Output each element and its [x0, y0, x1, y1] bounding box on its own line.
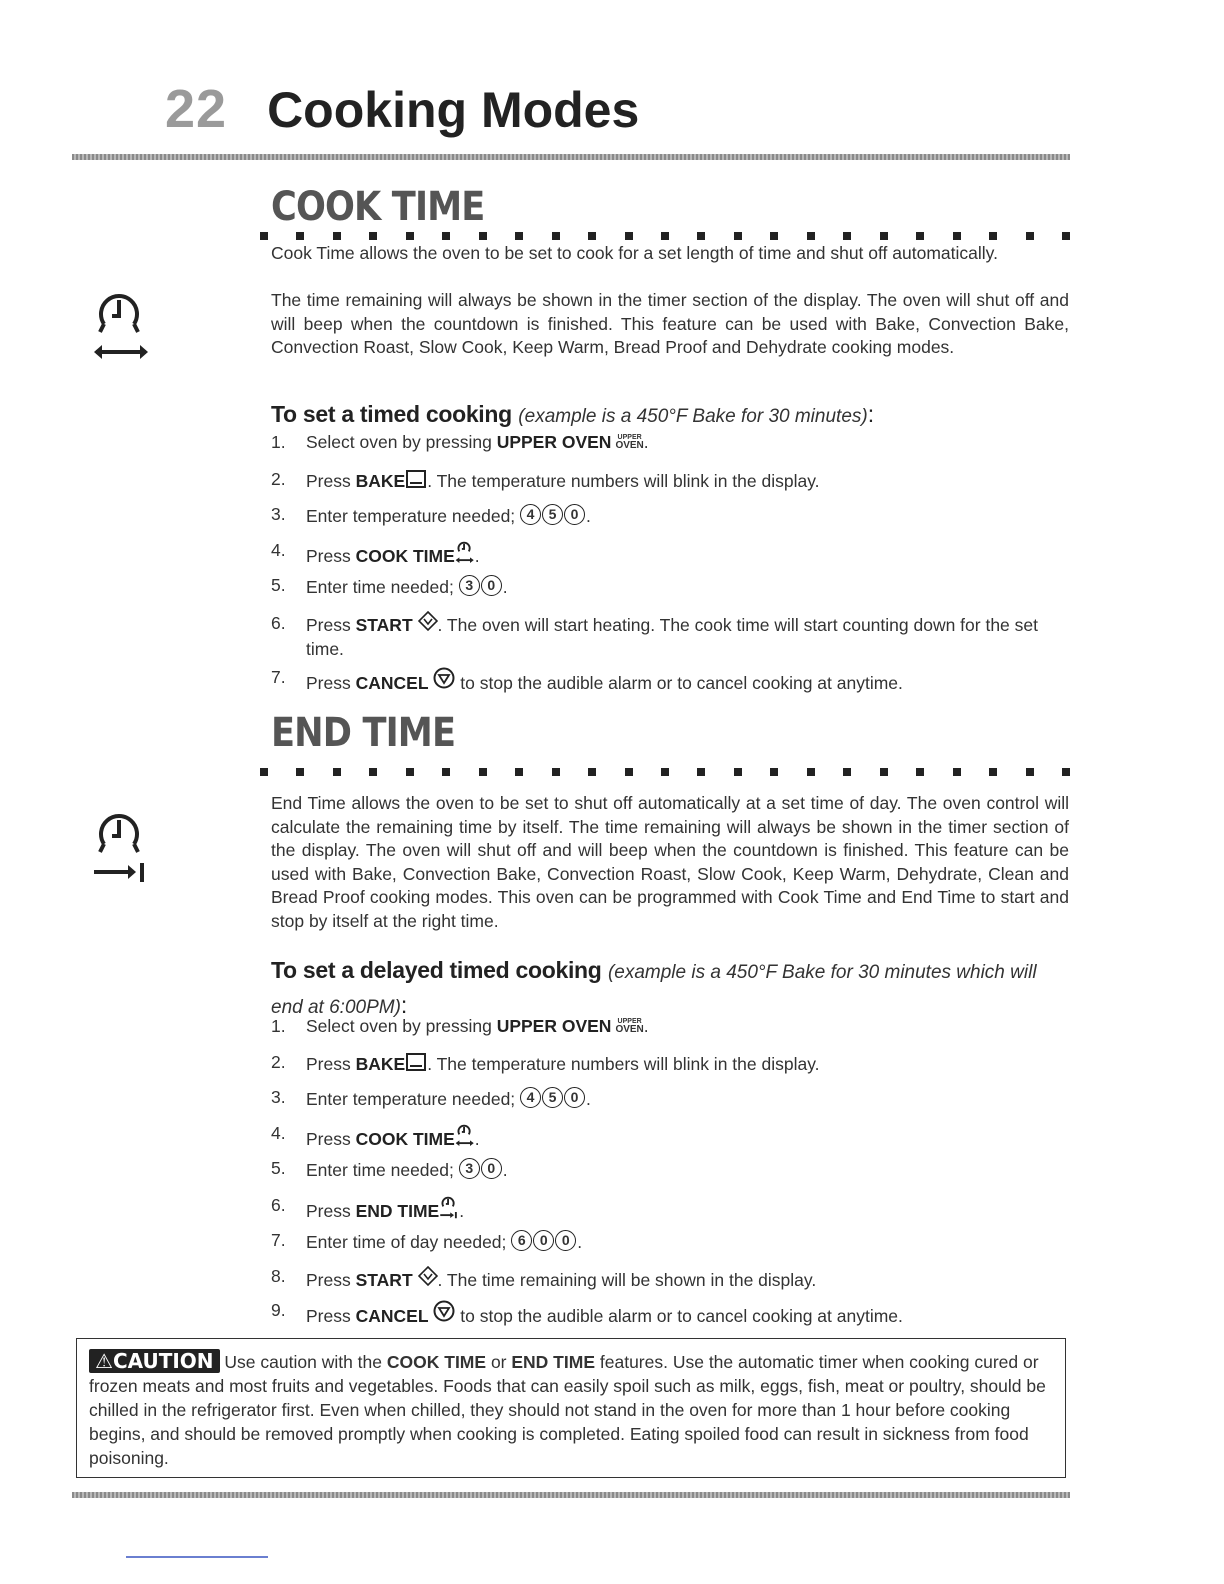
list-item: 1. Select oven by pressing UPPER OVEN UPPER OVEN. — [271, 1016, 649, 1036]
end-time-clock-icon — [90, 808, 154, 884]
bake-key-icon — [405, 469, 427, 489]
list-item: 5. Enter time needed; 3 0 . — [271, 575, 508, 597]
end-time-key-icon — [439, 1195, 459, 1219]
cook-time-key-icon — [455, 1123, 475, 1147]
cook-time-heading: COOK TIME — [271, 184, 485, 230]
end-time-description: End Time allows the oven to be set to shut off automatically at a set time of day. The oven control will calculate the remaining time by itself. The time remaining will always be shown in the timer section of the display. The oven will shut off and will beep when the countdown is finished. This feature can be used with Bake, Convection Bake, Convection Roast, Slow Cook, Keep Warm, Dehydrate, Clean and Bread Proof cooking modes. This oven can be programmed with Cook Time and End Time to start and stop by itself at the right time. — [271, 793, 1069, 931]
list-item: 7. Press CANCEL to stop the audible alarm or to cancel cooking at anytime. — [271, 667, 903, 693]
cook-time-clock-icon — [90, 288, 154, 364]
cook-time-dot-divider — [260, 232, 1070, 242]
digit-5-key: 5 — [542, 1087, 563, 1108]
end-time-subheading-example: (example is a 450°F Bake for 30 minutes which will end at 6:00PM) — [271, 962, 1037, 1018]
cook-time-steps — [271, 432, 1071, 697]
list-item: 7. Enter time of day needed; 6 0 0 . — [271, 1230, 583, 1252]
list-item: 6. Press END TIME . — [271, 1195, 465, 1221]
digit-0-key: 0 — [481, 575, 502, 596]
digit-0-key: 0 — [564, 1087, 585, 1108]
digit-4-key: 4 — [520, 504, 541, 525]
warning-icon: ⚠ — [95, 1349, 113, 1373]
cook-time-key-icon — [455, 540, 475, 564]
start-key-icon — [418, 611, 438, 631]
cancel-key-icon — [433, 667, 455, 689]
digit-3-key: 3 — [459, 1158, 480, 1179]
cook-time-description: The time remaining will always be shown in the timer section of the display. The oven will shut off and will beep when the countdown is finished. This feature can be used with Bake, Convection Bake, Convection Roast, Slow Cook, Keep Warm, Bread Proof and Dehydrate cooking modes. — [271, 290, 1069, 357]
list-item: 9. Press CANCEL to stop the audible alarm or to cancel cooking at anytime. — [271, 1300, 903, 1326]
digit-6-key: 6 — [511, 1230, 532, 1251]
caution-badge: ⚠CAUTION — [89, 1349, 220, 1373]
caution-box: ⚠CAUTION Use caution with the COOK TIME or END TIME features. Use the automatic timer when cooking cured or frozen meats and most fruits and vegetables. Foods that can easily spoil such as milk, eggs, fish, meat or poultry, should be chilled in the refrigerator first. Even when chilled, they should not stand in the oven for more than 1 hour before cooking begins, and should be removed promptly when cooking is completed. Eating spoiled food can result in sickness from food poisoning. — [76, 1338, 1066, 1478]
list-item: 4. Press COOK TIME . — [271, 1123, 480, 1149]
upper-oven-key-icon: UPPER OVEN — [615, 434, 644, 451]
start-key-icon — [418, 1266, 438, 1286]
end-time-subheading: To set a delayed timed cooking (example is a 450°F Bake for 30 minutes which will end at 6:00PM): — [271, 957, 1037, 1018]
header-rule — [72, 154, 1070, 160]
digit-0-key: 0 — [481, 1158, 502, 1179]
digit-0-key: 0 — [555, 1230, 576, 1251]
upper-oven-key-icon: UPPER OVEN — [615, 1018, 644, 1035]
page-header — [165, 78, 639, 148]
list-item: 4. Press COOK TIME . — [271, 540, 480, 566]
footer-link-underline — [126, 1556, 268, 1558]
end-time-subheading-title: To set a delayed timed cooking — [271, 957, 602, 983]
digit-5-key: 5 — [542, 504, 563, 525]
page-number: 22 — [165, 79, 228, 139]
list-item: 8. Press START . The time remaining will be shown in the display. — [271, 1266, 817, 1290]
digit-0-key: 0 — [533, 1230, 554, 1251]
cook-time-subheading-title: To set a timed cooking — [271, 401, 512, 427]
list-item: 3. Enter temperature needed; 4 5 0 . — [271, 1087, 591, 1109]
cook-time-subheading: To set a timed cooking (example is a 450°F Bake for 30 minutes): — [271, 401, 875, 427]
list-item: 5. Enter time needed; 3 0 . — [271, 1158, 508, 1180]
end-time-dot-divider — [260, 768, 1070, 778]
list-item: 3. Enter temperature needed; 4 5 0 . — [271, 504, 591, 526]
page-title: Cooking Modes — [267, 82, 640, 138]
footer-rule — [72, 1492, 1070, 1498]
list-item: 2. Press BAKE . The temperature numbers will blink in the display. — [271, 469, 820, 491]
cancel-key-icon — [433, 1300, 455, 1322]
list-item: 6. Press START . The oven will start heating. The cook time will start counting down for the set time. — [271, 613, 1039, 659]
digit-4-key: 4 — [520, 1087, 541, 1108]
digit-0-key: 0 — [564, 504, 585, 525]
end-time-steps — [271, 1016, 1071, 1330]
cook-time-intro: Cook Time allows the oven to be set to cook for a set length of time and shut off automatically. — [271, 243, 998, 263]
digit-3-key: 3 — [459, 575, 480, 596]
bake-key-icon — [405, 1052, 427, 1072]
cook-time-subheading-example: (example is a 450°F Bake for 30 minutes) — [518, 406, 868, 427]
list-item: 2. Press BAKE . The temperature numbers will blink in the display. — [271, 1052, 820, 1074]
end-time-heading: END TIME — [271, 710, 456, 756]
list-item: 1. Select oven by pressing UPPER OVEN UPPER OVEN. — [271, 432, 649, 452]
